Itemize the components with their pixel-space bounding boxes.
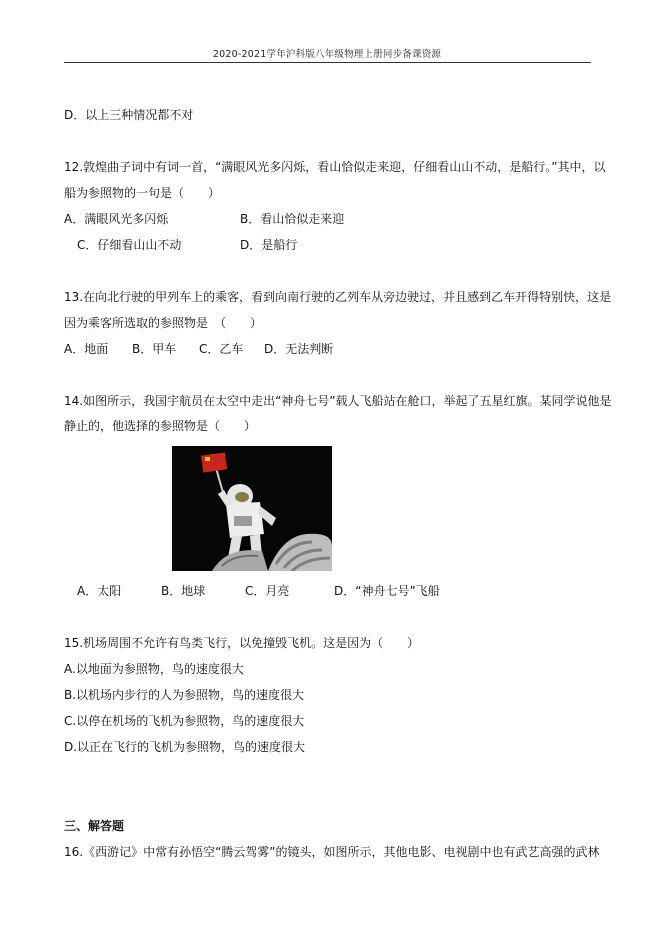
header-divider bbox=[64, 62, 591, 63]
q13-option-c: C．乙车 bbox=[199, 342, 244, 356]
q13-option-a: A．地面 bbox=[64, 342, 109, 356]
q15-option-a: A.以地面为参照物，鸟的速度很大 bbox=[64, 662, 244, 676]
q13-stem-line1: 13.在向北行驶的甲列车上的乘客，看到向南行驶的乙列车从旁边驶过，并且感到乙车开得特别快，这是 bbox=[64, 290, 612, 304]
q12-option-c: C．仔细看山山不动 bbox=[77, 238, 182, 252]
q12-option-d: D．是船行 bbox=[240, 238, 298, 252]
q13-stem-line2: 因为乘客所选取的参照物是 （ ） bbox=[64, 316, 263, 330]
q14-option-b: B．地球 bbox=[161, 584, 206, 598]
q14-stem-line2: 静止的，他选择的参照物是（ ） bbox=[64, 419, 257, 433]
q14-option-d: D．“神舟七号”飞船 bbox=[334, 584, 440, 598]
q11-option-d: D．以上三种情况都不对 bbox=[64, 108, 194, 122]
q14-option-c: C．月亮 bbox=[245, 584, 290, 598]
q13-option-b: B．甲车 bbox=[132, 342, 177, 356]
q14-option-a: A．太阳 bbox=[77, 584, 122, 598]
q16-stem-line1: 16.《西游记》中常有孙悟空“腾云驾雾”的镜头，如图所示，其他电影、电视剧中也有武艺高强的武林 bbox=[64, 845, 600, 859]
q14-stem-line1: 14.如图所示，我国宇航员在太空中走出“神舟七号”载人飞船站在舱口，举起了五星红旗。某同学说他是 bbox=[64, 394, 612, 408]
page-header: 2020-2021学年沪科版八年级物理上册同步备课资源 bbox=[212, 49, 442, 60]
section-3-title: 三、解答题 bbox=[64, 819, 125, 833]
q13-option-d: D．无法判断 bbox=[264, 342, 334, 356]
q12-stem-line1: 12.敦煌曲子词中有词一首，“满眼风光多闪烁，看山恰似走来迎，仔细看山山不动，是船行。”其中，以 bbox=[64, 160, 606, 174]
q15-option-b: B.以机场内步行的人为参照物，鸟的速度很大 bbox=[64, 688, 305, 702]
q12-option-b: B．看山恰似走来迎 bbox=[240, 212, 345, 226]
q12-stem-line2: 船为参照物的一句是（ ） bbox=[64, 186, 221, 200]
q15-option-d: D.以正在飞行的飞机为参照物，鸟的速度很大 bbox=[64, 740, 306, 754]
q12-option-a: A．满眼风光多闪烁 bbox=[64, 212, 169, 226]
astronaut-illustration bbox=[172, 446, 332, 571]
astronaut-spacewalk-photo bbox=[172, 446, 332, 571]
q15-stem-line1: 15.机场周围不允许有鸟类飞行，以免撞毁飞机。这是因为（ ） bbox=[64, 636, 420, 650]
q15-option-c: C.以停在机场的飞机为参照物，鸟的速度很大 bbox=[64, 714, 305, 728]
